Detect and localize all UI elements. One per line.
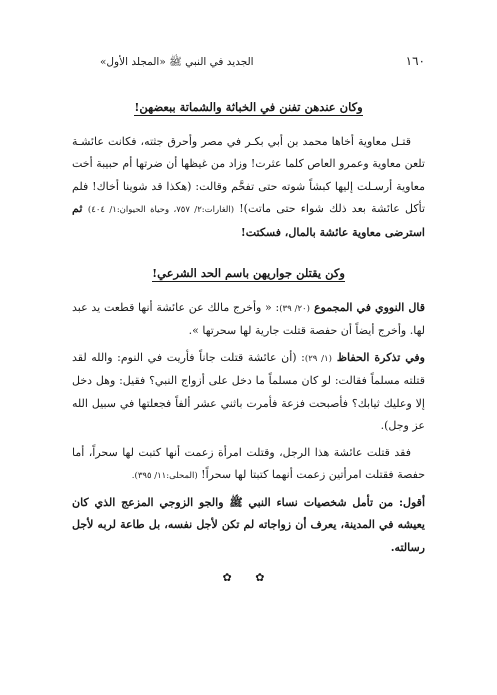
paragraph [72, 297, 425, 343]
citation: (المحلى:١١/ ٣٩٥). [131, 471, 198, 481]
paragraph [72, 347, 425, 438]
paragraph-text: : (أن عائشة قتلت جاناً فأريت في النوم: والله لقد قتلته مسلماً فقالت: لو كان مسلماً ما دخل على أزواج النبي؟ فقيل: وهل دخل إلا وعليك ثيابك؟ فأصبحت فزعة فأمرت باثني عشر ألفاً فجعلتها في سبيل الله عز وجل). [72, 350, 425, 432]
source-name: قال النووي في المجموع [309, 300, 425, 314]
paragraph-bold-text: ثم استرضى معاوية عائشة بالمال، فسكتت! [72, 202, 425, 239]
running-head [100, 54, 425, 71]
citation: (٢٠/ ٣٩) [279, 303, 310, 314]
section-heading [72, 96, 425, 119]
citation: (الغارات:٢/ ٧٥٧، وحياة الحيوان:١/ ٤٠٤) [87, 205, 235, 215]
paragraph [72, 442, 425, 488]
paragraph-text: من تأمل شخصيات نساء النبي ﷺ والجو الزوجي المزعج الذي كان يعيشه في المدينة، يعرف أن زواجاته لم تكن لأجل نفسه، بل طاعة لربه لأجل رسالته. [72, 495, 425, 554]
paragraph-lead: أقول: [393, 495, 425, 509]
citation: (١/ ٢٩) [304, 353, 332, 364]
running-title: الجديد في النبي ﷺ «المجلد الأول» [100, 56, 254, 68]
page-number: ١٦٠ [405, 54, 425, 68]
paragraph [72, 131, 425, 245]
paragraph-text: قتـل معاوية أخاها محمد بن أبي بكـر في مصر وأحرق جثته، فكانت عائشـة تلعن معاوية وعمرو العاص كلما عثرت! وزاد من غيظها أن ضرتها أم حبيبة أخت معاوية أرسـلت إليها كبشاً شوته حتى تفحَّم وقالت: (هكذا قد شوينا أخاك! فلم تأكل عائشة بعد ذلك شواء حتى ماتت)! [72, 134, 426, 215]
paragraph-text: : « وأخرج مالك عن عائشة أنها قطعت يد عبد لها. وأخرج أيضاً أن حفصة قتلت جارية لها سحرتها ». [72, 300, 425, 337]
paragraph-text: فقد قتلت عائشة هذا الرجل، وقتلت امرأة زعمت أنها كتبت لها سحراً، أما حفصة فقتلت امرأتين زعمت أنهما كتبتا لها سحراً! [72, 445, 425, 481]
end-ornament-icon: ✿ ✿ [222, 571, 275, 584]
source-name: وفي تذكرة الحفاظ [331, 350, 425, 364]
section-heading-text: وكان عندهن تفنن في الخباثة والشماتة ببعضهن! [134, 100, 363, 114]
page-content [72, 96, 425, 590]
section-heading-text: وكن يقتلن جواريهن باسم الحد الشرعي! [152, 266, 345, 280]
section-heading [72, 262, 425, 285]
paragraph [72, 492, 425, 560]
